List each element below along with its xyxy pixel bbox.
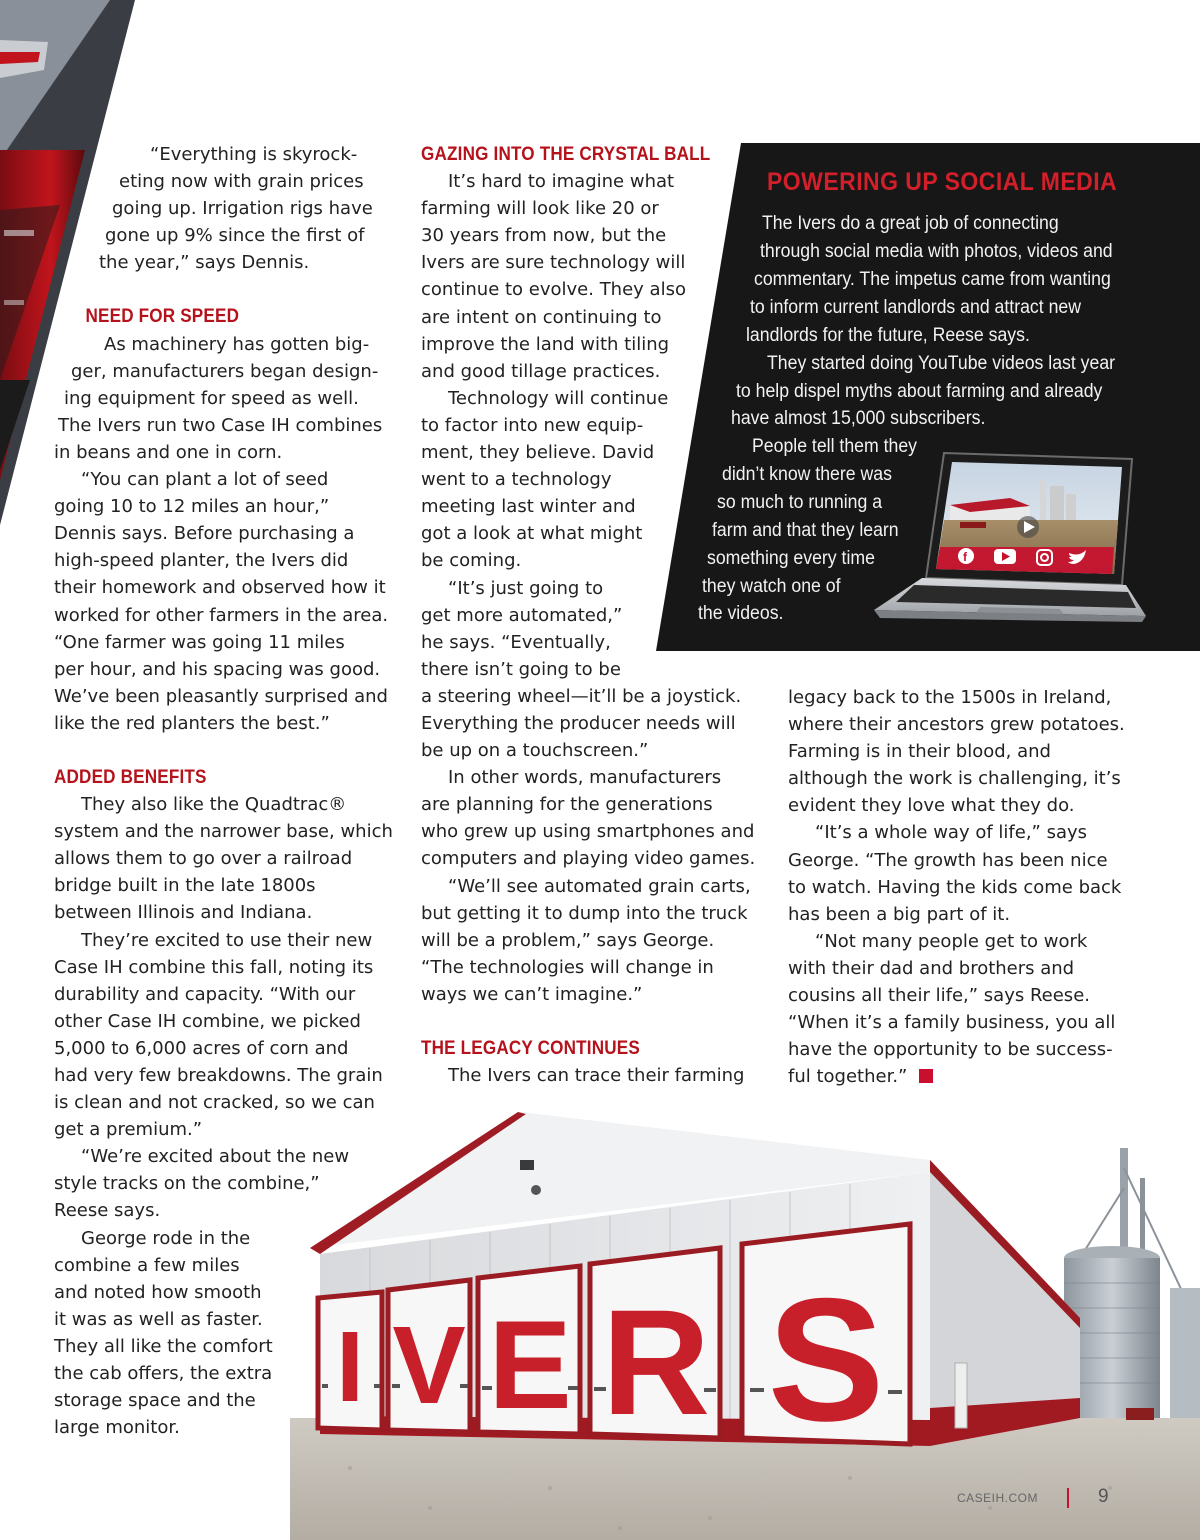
paragraph-tracks: “We’re excited about the new style tracks on the combine,” Reese says. <box>54 1146 350 1222</box>
end-mark-icon <box>919 1069 933 1083</box>
paragraph-quadtrac: They also like the Quadtrac® system and the narrower base, which allows them to go over a railroad bridge built in the late 1800s between Illinois and Indiana. <box>54 794 393 924</box>
youtube-icon <box>994 549 1016 564</box>
sign-letter: R <box>601 1278 711 1446</box>
heading-crystal-ball: GAZING INTO THE CRYSTAL BALL <box>421 144 711 165</box>
sign-letter: E <box>488 1296 572 1435</box>
paragraph-imagine: It’s hard to imagine what farming will look like 20 or 30 years from now, but the Ivers are sure technology will continue to evolve. They also are intent on continuing to improve the land with tiling and good tillage practices. <box>421 171 686 382</box>
paragraph-automated: “It’s just going to get more automated,” he says. “Eventually, there isn’t going to be a steering wheel—it’ll be a joystick. Everything the producer needs will be up on a touchscreen.” <box>421 577 742 762</box>
intro-quote: “Everything is skyrock- eting now with grain prices going up. Irrigation rigs have gone up 9% since the first of the year,” says Dennis. <box>99 144 373 274</box>
laptop-image <box>860 450 1150 630</box>
paragraph-legacy-continued: legacy back to the 1500s in Ireland, where their ancestors grew potatoes. Farming is in their blood, and although the work is challenging, it’s evident they love what they do. <box>788 687 1125 817</box>
footer-divider <box>1067 1488 1069 1508</box>
heading-legacy: THE LEGACY CONTINUES <box>421 1038 640 1059</box>
paragraph-way-of-life: “It’s a whole way of life,” says George. “The growth has been nice to watch. Having the kids come back has been a big part of it. <box>788 822 1122 925</box>
footer-website: CASEIH.COM <box>957 1491 1039 1505</box>
paragraph-george: George rode in the combine a few miles and noted how smooth it was as well as faster. They all like the comfort the cab offers, the extra storage space and the large monitor. <box>54 1227 273 1439</box>
paragraph-excited: They’re excited to use their new Case IH combine this fall, noting its durability and capacity. “With our other Case IH combine, we picked 5,000 to 6,000 acres of corn and had very few breakdowns. The grain is clean and not cracked, so we can get a premium.” <box>54 929 383 1141</box>
column-3 <box>788 684 1128 1090</box>
page-number: 9 <box>1098 1486 1109 1507</box>
sidebar-text: The Ivers do a great job of connecting through social media with photos, videos and commentary. The impetus came from wanting to inform current landlords and attract new landlords for the future, Reese says. They started doing YouTube videos last year to help dispel myths about farming and already have almost 15,000 subscribers. People tell them they didn’t know there was so much to running a farm and that they learn something every time they watch one of the videos. <box>698 213 1116 624</box>
sign-letter: V <box>392 1304 466 1427</box>
sign-letter: S <box>767 1263 885 1458</box>
svg-text:f: f <box>963 550 967 564</box>
facebook-icon <box>958 548 974 564</box>
paragraph-not-many: “Not many people get to work with their dad and brothers and cousins all their life,” says Reese. “When it’s a family business, you all have the opportunity to be success- ful together.” <box>788 930 1116 1088</box>
ivers-building-photo <box>290 1108 1200 1540</box>
heading-need-for-speed: NEED FOR SPEED <box>85 306 240 328</box>
heading-added-benefits: ADDED BENEFITS <box>54 766 207 788</box>
paragraph-seed: “You can plant a lot of seed going 10 to 12 miles an hour,” Dennis says. Before purchasing a high-speed planter, the Ivers did their homework and observed how it worked for other farmers in the area. “One farmer was going 11 miles per hour, and his spacing was good. We’ve been pleasantly surprised and like the red planters the best.” <box>54 469 389 734</box>
sidebar-title: POWERING UP SOCIAL MEDIA <box>767 168 1118 196</box>
paragraph-grain-carts: “We’ll see automated grain carts, but getting it to dump into the truck will be a problem,” says George. “The technologies will change in ways we can’t imagine.” <box>421 875 751 1005</box>
paragraph-technology: Technology will continue to factor into new equip- ment, they believe. David went to a technology meeting last winter and got a look at what might be coming. <box>421 387 669 572</box>
paragraph-speed: As machinery has gotten big- ger, manufacturers began design- ing equipment for speed as well. The Ivers run two Case IH combines in beans and one in corn. <box>54 333 383 463</box>
sign-letter: I <box>336 1311 364 1423</box>
paragraph-other-words: In other words, manufacturers are planning for the generations who grew up using smartphones and computers and playing video games. <box>421 767 756 870</box>
paragraph-legacy: The Ivers can trace their farming <box>448 1065 745 1087</box>
